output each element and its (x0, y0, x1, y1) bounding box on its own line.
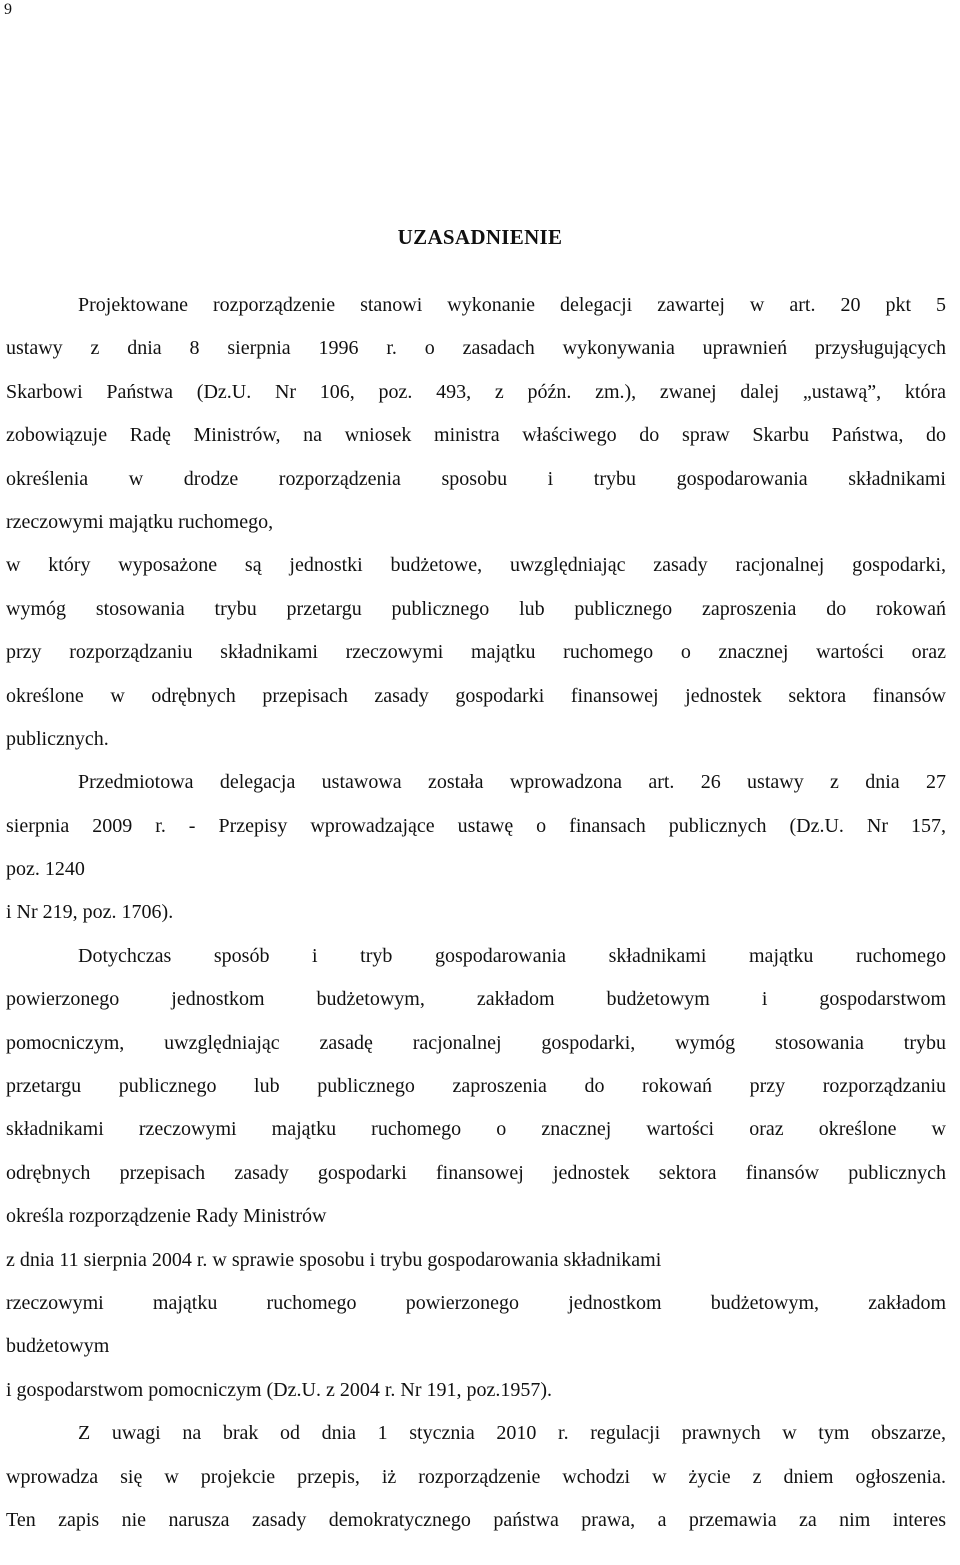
text-line: określenia w drodze rozporządzenia sposobu i trybu gospodarowania składnikami (6, 467, 946, 490)
text-line: przetargu publicznego lub publicznego zaproszenia do rokowań przy rozporządzaniu (6, 1075, 946, 1098)
text-line: wprowadza się w projekcie przepis, iż rozporządzenie wchodzi w życie z dniem ogłoszenia. (6, 1465, 946, 1488)
text-line: przy rozporządzaniu składnikami rzeczowymi majątku ruchomego o znacznej wartości oraz (6, 641, 946, 664)
text-line: powierzonego jednostkom budżetowym, zakładom budżetowym i gospodarstwom (6, 988, 946, 1011)
page-number: 9 (4, 1, 12, 18)
text-line: pomocniczym, uwzględniając zasadę racjonalnej gospodarki, wymóg stosowania trybu (6, 1031, 946, 1054)
text-line: i Nr 219, poz. 1706). (6, 901, 174, 924)
text-line: Skarbowi Państwa (Dz.U. Nr 106, poz. 493, z późn. zm.), zwanej dalej „ustawą”, która (6, 380, 946, 403)
text-line: Dotychczas sposób i tryb gospodarowania składnikami majątku ruchomego (78, 944, 946, 967)
text-line: i gospodarstwom pomocniczym (Dz.U. z 2004 r. Nr 191, poz.1957). (6, 1378, 553, 1401)
text-line: budżetowym (6, 1335, 110, 1358)
text-line: Przedmiotowa delegacja ustawowa została wprowadzona art. 26 ustawy z dnia 27 (78, 771, 946, 794)
text-line: rzeczowymi majątku ruchomego powierzonego jednostkom budżetowym, zakładom (6, 1291, 946, 1314)
text-line: ustawy z dnia 8 sierpnia 1996 r. o zasadach wykonywania uprawnień przysługujących (6, 337, 946, 360)
text-line: w który wyposażone są jednostki budżetowe, uwzględniając zasady racjonalnej gospodarki, (6, 554, 946, 577)
document-body (6, 284, 946, 1542)
text-line: Projektowane rozporządzenie stanowi wykonanie delegacji zawartej w art. 20 pkt 5 (78, 294, 946, 316)
text-line: Z uwagi na brak od dnia 1 stycznia 2010 r. regulacji prawnych w tym obszarze, (78, 1422, 946, 1445)
text-line: publicznych. (6, 727, 109, 750)
page-title: UZASADNIENIE (397, 225, 563, 249)
text-line: wymóg stosowania trybu przetargu publicznego lub publicznego zaproszenia do rokowań (6, 597, 946, 620)
text-line: składnikami rzeczowymi majątku ruchomego o znacznej wartości oraz określone w (6, 1118, 946, 1141)
text-line: sierpnia 2009 r. - Przepisy wprowadzające ustawę o finansach publicznych (Dz.U. Nr 157, (6, 814, 946, 837)
text-line: odrębnych przepisach zasady gospodarki finansowej jednostek sektora finansów publicznych (6, 1161, 946, 1184)
text-line: z dnia 11 sierpnia 2004 r. w sprawie sposobu i trybu gospodarowania składnikami (6, 1248, 662, 1271)
text-line: określa rozporządzenie Rady Ministrów (6, 1205, 327, 1228)
text-line: określone w odrębnych przepisach zasady gospodarki finansowej jednostek sektora finansów (6, 684, 946, 707)
text-line: zobowiązuje Radę Ministrów, na wniosek ministra właściwego do spraw Skarbu Państwa, do (6, 424, 946, 447)
text-line: Ten zapis nie narusza zasady demokratycznego państwa prawa, a przemawia za nim interes (6, 1508, 946, 1531)
text-line: rzeczowymi majątku ruchomego, (6, 510, 274, 533)
text-line: poz. 1240 (6, 858, 85, 881)
